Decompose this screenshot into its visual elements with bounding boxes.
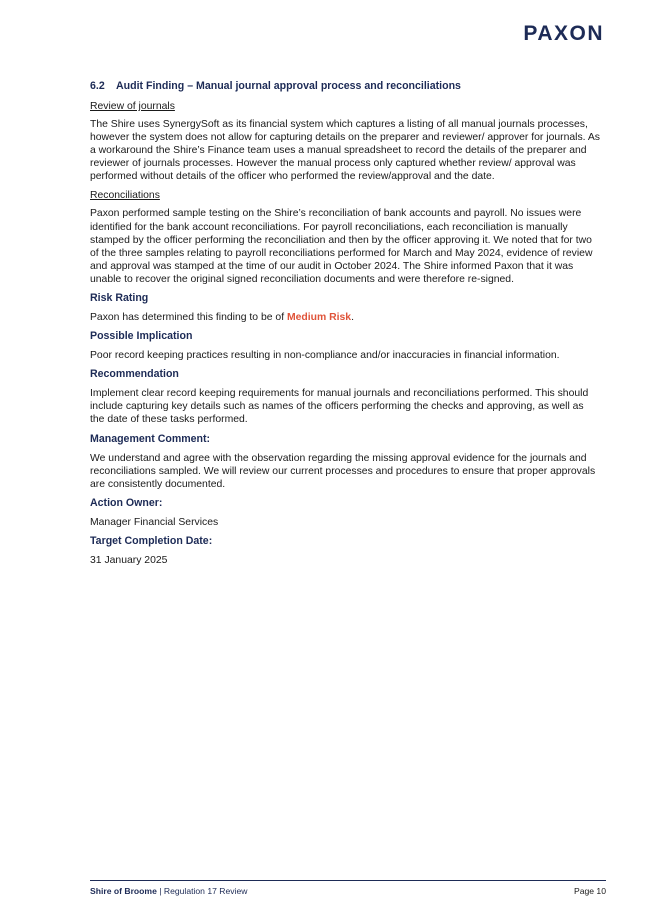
section-title: Audit Finding – Manual journal approval process and reconciliations xyxy=(116,80,461,92)
action-owner-heading: Action Owner: xyxy=(90,496,163,509)
implication-text: Poor record keeping practices resulting in non-compliance and/or inaccuracies in financial information. xyxy=(90,350,560,362)
risk-rating-end: . xyxy=(351,312,354,324)
footer-organisation: Shire of Broome xyxy=(90,886,157,896)
footer-separator: | xyxy=(156,886,164,896)
risk-rating-lead: Paxon has determined this finding to be of xyxy=(90,312,287,324)
implication-heading: Possible Implication xyxy=(90,330,193,343)
management-comment-text: We understand and agree with the observation regarding the missing approval evidence for the journals and reconciliations sampled. We will review our current processes and procedures to ensure that proper approvals are consistently documented. xyxy=(90,452,596,490)
reconciliations-text: Paxon performed sample testing on the Shire’s reconciliation of bank accounts and payroll. No issues were identified for the bank account reconciliations. For payroll reconciliations, each reconciliation is manually stamped by the officer performing the reconciliation and then by the officer approving it. We noted that for two of the three samples relating to payroll reconciliations performed for March and May 2024, evidence of review and approval was stamped at the time of our audit in October 2024. The Shire informed Paxon that it was unable to recover the original signed reconciliation documents and were therefore re-signed. xyxy=(90,208,593,285)
paxon-logo: PAXON xyxy=(523,22,604,45)
recommendation-text: Implement clear record keeping requirements for manual journals and reconciliations performed. This should include capturing key details such as names of the officers performing the checks and approving, as well as the date of these tasks performed. xyxy=(90,388,589,426)
page-number: Page 10 xyxy=(573,886,606,896)
target-date-text: 31 January 2025 xyxy=(90,554,168,566)
page-content xyxy=(90,80,600,573)
footer-document: Regulation 17 Review xyxy=(163,886,248,896)
section-number: 6.2 xyxy=(90,80,105,92)
target-date-heading: Target Completion Date: xyxy=(90,534,213,547)
action-owner-text: Manager Financial Services xyxy=(90,516,219,528)
risk-rating-text xyxy=(90,311,600,324)
reconciliations-heading: Reconciliations xyxy=(90,190,160,202)
review-journals-heading: Review of journals xyxy=(90,101,175,112)
risk-rating-heading: Risk Rating xyxy=(90,292,149,305)
review-journals-text: The Shire uses SynergySoft as its financial system which captures a listing of all manual journals processes, however the system does not allow for capturing details on the preparer and reviewer/ approver for journals. As a workaround the Shire’s Finance team uses a manual spreadsheet to record the details of the preparer and reviewer of journals processes. However the manual process only captured whether review/ approval was performed without details of the officer who performed the review/approval and the date. xyxy=(90,119,600,183)
page-footer xyxy=(90,880,606,896)
risk-rating-value: Medium Risk xyxy=(286,312,352,324)
section-heading xyxy=(90,80,600,92)
recommendation-heading: Recommendation xyxy=(90,368,179,381)
management-comment-heading: Management Comment: xyxy=(90,432,211,445)
